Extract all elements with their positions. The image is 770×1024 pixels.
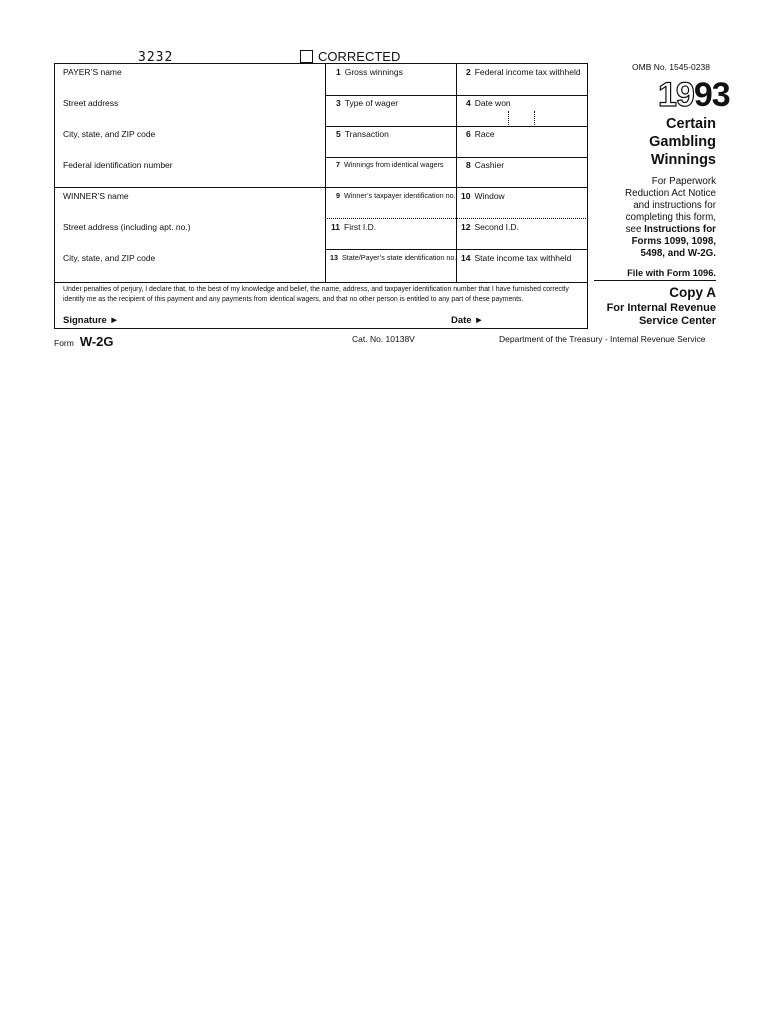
corrected-label: CORRECTED (318, 49, 401, 64)
box-13-label: 13 State/Payer’s state identification no. (330, 253, 457, 262)
row-line-1 (325, 95, 588, 96)
omb-number: OMB No. 1545-0238 (632, 62, 710, 72)
winner-city-label: City, state, and ZIP code (63, 253, 156, 263)
paperwork-notice: For Paperwork Reduction Act Notice and instructions for completing this form, see Instructions for Forms 1099, 1098, 5498, and W-2G. (625, 176, 716, 259)
form-grid (54, 63, 588, 329)
row-line-3 (325, 157, 588, 158)
form-name: W-2G (79, 334, 114, 349)
date-separator-2 (534, 111, 535, 125)
box-9-label: 9 Winner’s taxpayer identification no. (336, 191, 456, 200)
box-10-label: 10 Window (461, 191, 505, 201)
signature-label: Signature ► (63, 315, 119, 326)
box-11-label: 11 First I.D. (331, 222, 377, 232)
box-6-label: 6 Race (466, 129, 495, 139)
corrected-checkbox-group[interactable] (300, 49, 400, 64)
row-line-2 (325, 126, 588, 127)
box-3-label: 3 Type of wager (336, 98, 399, 108)
box-1-label: 1 Gross winnings (336, 67, 403, 77)
box-14-label: 14 State income tax withheld (461, 253, 572, 263)
form-code: 3232 (138, 50, 174, 65)
corrected-checkbox[interactable] (300, 50, 313, 63)
file-with-notice: File with Form 1096. (627, 268, 716, 278)
row-line-6 (325, 249, 588, 250)
irs-center-label: For Internal Revenue Service Center (606, 302, 716, 327)
winner-street-label: Street address (including apt. no.) (63, 222, 191, 232)
copy-label: Copy A (669, 285, 716, 300)
box-8-label: 8 Cashier (466, 160, 505, 170)
date-label: Date ► (451, 315, 484, 326)
payer-street-label: Street address (63, 98, 119, 108)
box-12-label: 12 Second I.D. (461, 222, 519, 232)
date-separator-1 (508, 111, 509, 125)
form-identifier: Form W-2G (54, 334, 114, 349)
perjury-statement: Under penalties of perjury, I declare that, to the best of my knowledge and belief, the name, address, and taxpayer identification number that I have furnished correctly identify me as the recipient of this payment and any payments from identical wagers, and that no other person is entitled to any part of these payments. (63, 286, 569, 303)
catalog-number: Cat. No. 10138V (352, 334, 415, 344)
payer-name-label: PAYER’S name (63, 67, 122, 77)
payer-city-label: City, state, and ZIP code (63, 129, 156, 139)
payer-winner-divider (55, 187, 325, 188)
box-4-label: 4 Date won (466, 98, 511, 108)
department-label: Department of the Treasury - Internal Revenue Service (499, 334, 706, 344)
winner-name-label: WINNER’S name (63, 191, 129, 201)
form-title: Certain Gambling Winnings (649, 116, 716, 168)
box-7-label: 7 Winnings from identical wagers (336, 160, 444, 169)
side-divider (594, 280, 716, 281)
perjury-divider (55, 282, 588, 283)
row-line-4 (325, 187, 588, 188)
row-line-5 (325, 218, 588, 219)
tax-year: 1993 (658, 76, 730, 114)
box-5-label: 5 Transaction (336, 129, 389, 139)
federal-id-label: Federal identification number (63, 160, 173, 170)
box-2-label: 2 Federal income tax withheld (466, 67, 581, 77)
